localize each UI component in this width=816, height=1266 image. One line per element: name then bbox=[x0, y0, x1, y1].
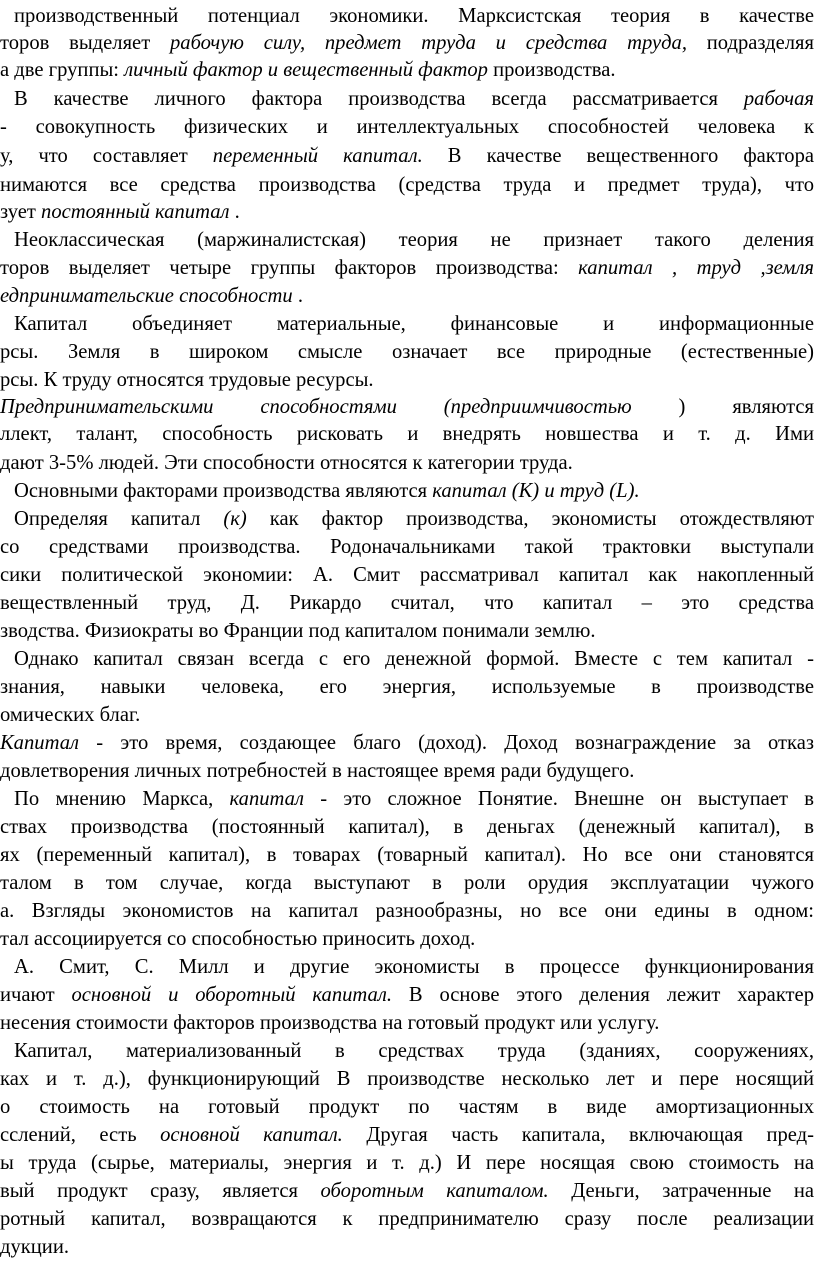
text-run: ротный капитал, возвращаются к предпринимателю сразу после реализации bbox=[0, 1208, 814, 1230]
text-run: В качестве вещественного фактора bbox=[422, 145, 815, 167]
text-run: дают 3-5% людей. Эти способности относятся к категории труда. bbox=[0, 452, 573, 474]
italic-term: Предпринимательскими способностями (предприимчивостью bbox=[0, 396, 632, 418]
text-run: рсы. Земля в широком смысле означает все природные (естественные) bbox=[0, 341, 814, 363]
italic-term: рабочую силу, предмет труда и средства труда, bbox=[169, 32, 687, 54]
text-run: зует bbox=[0, 201, 42, 223]
text-run: зводства. Физиократы во Франции под капиталом понимали землю. bbox=[0, 620, 596, 642]
text-run: ствах производства (постоянный капитал), в деньгах (денежный капитал), в bbox=[0, 816, 814, 838]
text-run: ) являются bbox=[631, 396, 814, 418]
text-line bbox=[0, 1231, 800, 1263]
text-run: о стоимость на готовый продукт по частям в виде амортизационных bbox=[0, 1096, 814, 1118]
text-run: Капитал объединяет материальные, финансовые и информационные bbox=[14, 313, 814, 335]
text-run: вый продукт сразу, является bbox=[0, 1180, 321, 1202]
text-run: - это время, создающее благо (доход). Доход вознаграждение за отказ bbox=[78, 732, 814, 754]
text-run: . bbox=[229, 201, 240, 223]
text-run: а. Взгляды экономистов на капитал разнообразны, но все они едины в одном: bbox=[0, 900, 814, 922]
text-run: А. Смит, С. Милл и другие экономисты в процессе функционирования bbox=[14, 956, 814, 978]
text-run: веществленный труд, Д. Рикардо считал, что капитал – это средства bbox=[0, 592, 814, 614]
text-run: у, что составляет bbox=[0, 145, 213, 167]
italic-term: рабочая bbox=[743, 88, 814, 110]
italic-term: постоянный капитал bbox=[41, 201, 230, 223]
text-run: сслений, есть bbox=[0, 1124, 161, 1146]
text-run: дукции. bbox=[0, 1236, 69, 1258]
text-line bbox=[0, 140, 814, 172]
italic-term: капитал bbox=[229, 788, 304, 810]
text-run: Однако капитал связан всегда с его денежной формой. Вместе с тем капитал - bbox=[14, 648, 814, 670]
text-run: ичают bbox=[0, 984, 72, 1006]
text-run: производственный потенциал экономики. Марксистская теория в качестве bbox=[14, 5, 814, 27]
text-run: В качестве личного фактора производства всегда рассматривается bbox=[14, 88, 744, 110]
text-run: нимаются все средства производства (средства труда и предмет труда), что bbox=[0, 174, 814, 196]
text-run: сики политической экономии: А. Смит рассматривал капитал как накопленный bbox=[0, 564, 814, 586]
italic-term: основной капитал. bbox=[160, 1124, 343, 1146]
text-run: Неоклассическая (маржиналистская) теория не признает такого деления bbox=[14, 229, 814, 251]
italic-term: капитал (К) и труд (L). bbox=[432, 480, 640, 502]
text-run: торов выделяет bbox=[0, 32, 170, 54]
text-run: Определяя капитал bbox=[14, 508, 224, 530]
text-line bbox=[0, 111, 814, 143]
text-run: Капитал, материализованный в средствах труда (зданиях, сооружениях, bbox=[14, 1040, 814, 1062]
text-run: По мнению Маркса, bbox=[14, 788, 230, 810]
text-run: Основными факторами производства являются bbox=[14, 480, 433, 502]
text-run: . bbox=[292, 285, 303, 307]
text-run: знания, навыки человека, его энергия, используемые в производстве bbox=[0, 676, 814, 698]
text-run: тал ассоциируется со способностью приносить доход. bbox=[0, 928, 476, 950]
text-run: Деньги, затраченные на bbox=[548, 1180, 815, 1202]
text-run: со средствами производства. Родоначальниками такой трактовки выступали bbox=[0, 536, 814, 558]
text-run: ы труда (сырье, материалы, энергия и т. д.) И пере носящая свою стоимость на bbox=[0, 1152, 814, 1174]
italic-term: Капитал bbox=[0, 732, 79, 754]
text-run: а две группы: bbox=[0, 59, 125, 81]
text-run: производства. bbox=[487, 59, 616, 81]
text-line bbox=[0, 418, 814, 450]
text-run: В основе этого деления лежит характер bbox=[391, 984, 814, 1006]
italic-term: переменный капитал. bbox=[212, 145, 423, 167]
text-line bbox=[0, 54, 800, 86]
text-run: ллект, талант, способность рисковать и внедрять новшества и т. д. Ими bbox=[0, 423, 814, 445]
italic-term: основной и оборотный капитал. bbox=[71, 984, 392, 1006]
italic-term: едпринимательские способности bbox=[0, 285, 293, 307]
text-run: подразделяя bbox=[686, 32, 814, 54]
italic-term: личный фактор и вещественный фактор bbox=[124, 59, 488, 81]
text-run: Другая часть капитала, включающая пред- bbox=[342, 1124, 814, 1146]
text-run: ях (переменный капитал), в товарах (товарный капитал). Но все они становятся bbox=[0, 844, 814, 866]
text-run: торов выделяет четыре группы факторов производства: bbox=[0, 257, 579, 279]
text-run: ках и т. д.), функционирующий В производстве несколько лет и пере носящий bbox=[0, 1068, 814, 1090]
text-run: довлетворения личных потребностей в настоящее время ради будущего. bbox=[0, 760, 635, 782]
italic-term: оборотным капиталом. bbox=[320, 1180, 549, 1202]
text-run: рсы. К труду относятся трудовые ресурсы. bbox=[0, 369, 374, 391]
text-run: - совокупность физических и интеллектуальных способностей человека к bbox=[0, 116, 814, 138]
italic-term: капитал , труд ,земля bbox=[578, 257, 814, 279]
text-run: несения стоимости факторов производства на готовый продукт или услугу. bbox=[0, 1012, 660, 1034]
text-run: омических благ. bbox=[0, 704, 141, 726]
italic-term: (к) bbox=[223, 508, 247, 530]
text-run: - это сложное Понятие. Внешне он выступает в bbox=[303, 788, 814, 810]
text-run: талом в том случае, когда выступают в роли орудия эксплуатации чужого bbox=[0, 872, 814, 894]
text-run: как фактор производства, экономисты отождествляют bbox=[246, 508, 814, 530]
